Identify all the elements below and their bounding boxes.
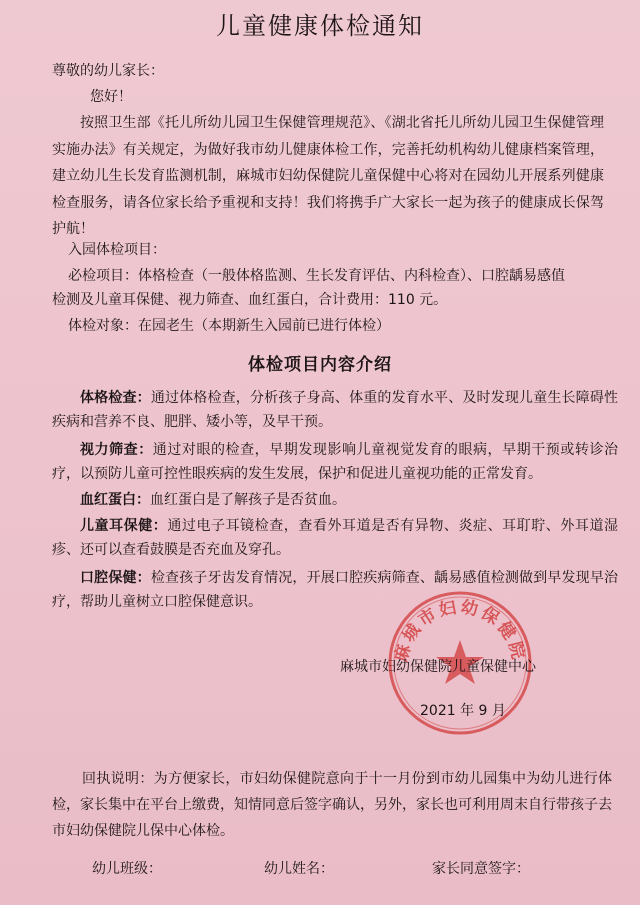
detail-label: 体格检查： xyxy=(80,390,151,406)
parent-signature-field[interactable]: 家长同意签字： xyxy=(432,861,530,877)
detail-item-ear-care xyxy=(52,514,618,562)
detail-text: 血红蛋白是了解孩子是否贫血。 xyxy=(150,492,346,508)
seal-text: 麻城市妇幼保健院 xyxy=(391,597,529,664)
detail-label: 血红蛋白： xyxy=(80,492,150,508)
detail-text: 通过对眼的检查，早期发现影响儿童视觉发育的眼病，早期干预或转诊治疗，以预防儿童可控性眼疾病的发生发展，保护和促进儿童视功能的正常发育。 xyxy=(52,442,619,482)
detail-item-physical xyxy=(52,386,618,434)
required-items-line-1: 必检项目：体格检查（一般体格监测、生长发育评估、内科检查）、口腔龋易感值 xyxy=(68,268,565,284)
detail-text: 检查孩子牙齿发育情况，开展口腔疾病筛查、龋易感值检测做到早发现早治疗，帮助儿童树立口腔保健意识。 xyxy=(52,570,618,610)
child-name-field[interactable]: 幼儿姓名： xyxy=(264,861,334,877)
child-class-field[interactable]: 幼儿班级： xyxy=(92,861,162,877)
detail-text: 通过电子耳镜检查，查看外耳道是否有异物、炎症、耳耵聍、外耳道湿疹、还可以查看鼓膜是否充血及穿孔。 xyxy=(52,518,619,558)
greeting: 您好！ xyxy=(90,89,132,105)
admission-heading: 入园体检项目： xyxy=(68,242,166,258)
detail-text: 通过体格检查，分析孩子身高、体重的发育水平、及时发现儿童生长障碍性疾病和营养不良、肥胖、矮小等，及早干预。 xyxy=(52,390,618,430)
issue-date: 2021 年 9 月 xyxy=(420,703,506,719)
issuing-organization: 麻城市妇幼保健院儿童保健中心 xyxy=(340,659,536,675)
required-items-line-2: 检测及儿童耳保健、视力筛查、血红蛋白，合计费用：110 元。 xyxy=(52,292,448,308)
intro-paragraph: 按照卫生部《托儿所幼儿园卫生保健管理规范》、《湖北省托儿所幼儿园卫生保健管理实施办法》有关规定，为做好我市幼儿健康体检工作，完善托幼机构幼儿健康档案管理，建立幼儿生长发育监测机制，麻城市妇幼保健院儿童保健中心将对在园幼儿开展系列健康检查服务，请各位家长给予重视和支持！我们将携手广大家长一起为孩子的健康成长保驾护航！ xyxy=(52,115,604,237)
detail-item-hemoglobin xyxy=(52,488,618,512)
detail-label: 口腔保健： xyxy=(80,570,151,586)
detail-item-vision xyxy=(52,438,618,486)
detail-label: 儿童耳保健： xyxy=(80,518,168,534)
salutation: 尊敬的幼儿家长： xyxy=(52,63,164,79)
section-subtitle: 体检项目内容介绍 xyxy=(248,355,392,375)
page-title: 儿童健康体检通知 xyxy=(216,12,424,40)
detail-label: 视力筛查： xyxy=(80,442,153,458)
exam-subjects-line: 体检对象：在园老生（本期新生入园前已进行体检） xyxy=(68,318,390,334)
receipt-note: 回执说明：为方便家长，市妇幼保健院意向于十一月份到市幼儿园集中为幼儿进行体检，家长集中在平台上缴费，知情同意后签字确认，另外，家长也可利用周末自行带孩子去市妇幼保健院儿保中心体检。 xyxy=(52,771,612,839)
